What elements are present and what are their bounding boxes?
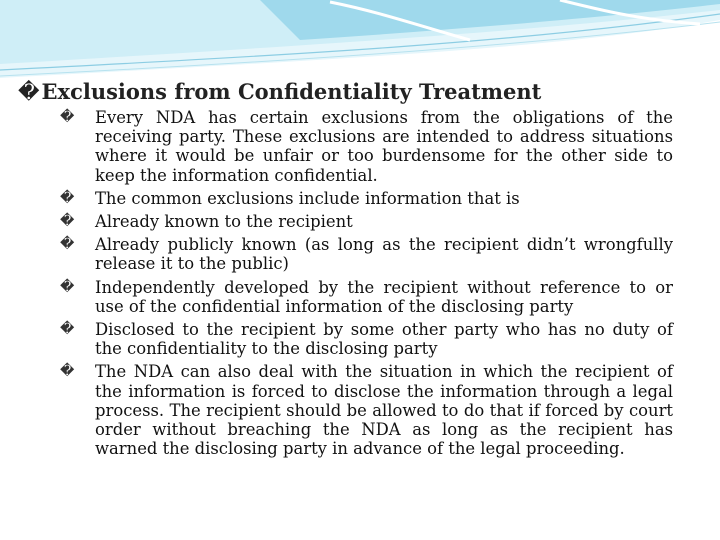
bullet-item (60, 212, 673, 231)
header-wave-decoration (0, 0, 720, 90)
bullet-item (60, 189, 673, 208)
bullet-text: The common exclusions include information that is (95, 188, 520, 208)
bullet-text: Already publicly known (as long as the recipient didn’t wrongfully release it to the public) (95, 235, 673, 274)
bullet-text: Every NDA has certain exclusions from the obligations of the receiving party. These exclusions are intended to address situations where it would be unfair or too burdensome for the other side to keep the information confidential. (95, 108, 673, 185)
title-bullet-icon: � (18, 80, 40, 104)
bullet-icon: � (60, 236, 75, 253)
bullet-text: Disclosed to the recipient by some other party who has no duty of the confidentiality to the disclosing party (95, 320, 673, 359)
bullet-item (60, 278, 673, 316)
bullet-icon: � (60, 363, 75, 380)
bullet-item (60, 235, 673, 273)
bullet-text: Already known to the recipient (95, 212, 353, 232)
slide-title (18, 79, 708, 104)
bullet-item (60, 362, 673, 458)
bullet-text: The NDA can also deal with the situation in which the recipient of the information is forced to disclose the information through a legal process. The recipient should be allowed to do that if forced by court order without breaching the NDA as long as the recipient has warned the disclosing party in advance of the legal proceeding. (95, 362, 673, 459)
bullet-list (60, 108, 673, 462)
bullet-icon: � (60, 109, 75, 125)
bullet-icon: � (60, 189, 75, 206)
bullet-icon: � (60, 321, 75, 338)
slide-title-text: Exclusions from Confidentiality Treatment (41, 79, 542, 104)
bullet-text: Independently developed by the recipient without reference to or use of the confidential information of the disclosing party (95, 277, 673, 316)
bullet-item (60, 108, 673, 185)
bullet-icon: � (60, 213, 75, 230)
bullet-item (60, 320, 673, 358)
bullet-icon: � (60, 278, 75, 295)
